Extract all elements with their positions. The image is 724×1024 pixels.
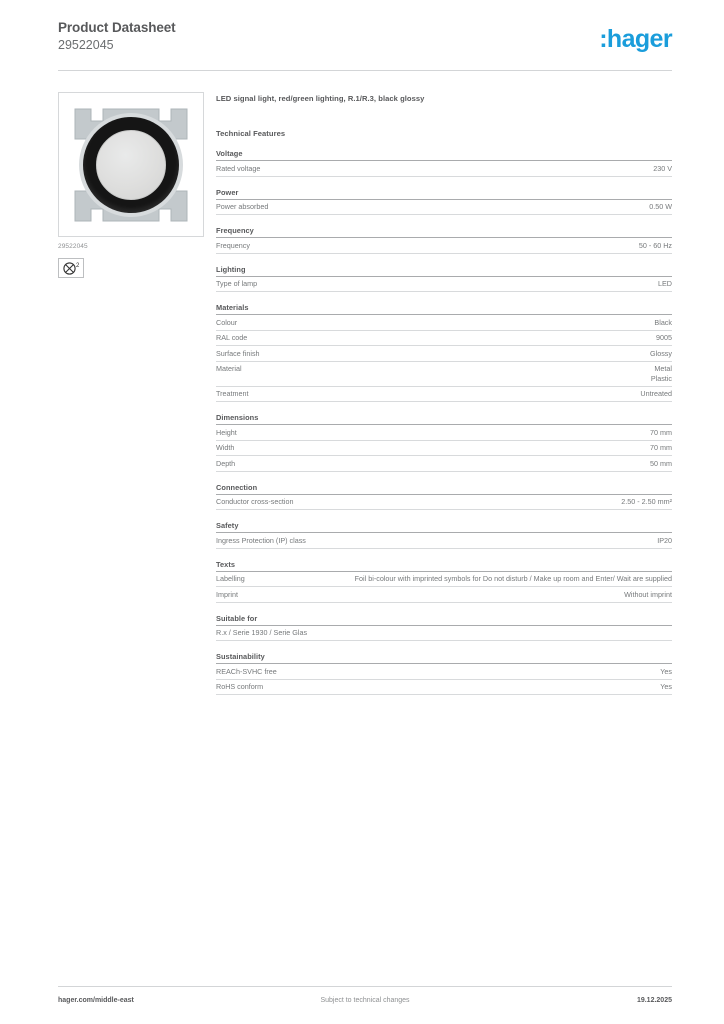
spec-row (216, 362, 672, 387)
spec-row-value (260, 164, 672, 174)
spec-section-title: Power (216, 188, 672, 200)
page-title: Product Datasheet (58, 20, 176, 35)
spec-row-value (257, 279, 672, 289)
spec-row (216, 161, 672, 177)
spec-section-title: Voltage (216, 149, 672, 161)
spec-row-value (237, 318, 672, 328)
spec-row-value-line: Foil bi-colour with imprinted symbols for Do not disturb / Make up room and Enter/ Wait are supplied (354, 574, 672, 583)
product-reference: 29522045 (58, 38, 114, 52)
spec-row (216, 238, 672, 254)
spec-row-value-line: Black (654, 317, 672, 327)
header-divider (58, 70, 672, 71)
spec-row (216, 456, 672, 472)
spec-row-value (294, 497, 673, 507)
spec-row (216, 331, 672, 347)
product-image-caption: 29522045 (58, 243, 88, 250)
spec-row-value-line: Metal (654, 364, 672, 373)
spec-row-label: RAL code (216, 333, 248, 342)
spec-row-label: Labelling (216, 574, 245, 583)
spec-row-value-line: Glossy (650, 348, 672, 358)
footer-divider (58, 986, 672, 987)
spec-row (216, 572, 672, 588)
product-image-column (58, 92, 204, 278)
page-header (58, 20, 672, 68)
crossed-circle-icon (62, 261, 82, 276)
footer-website[interactable]: hager.com/middle-east (58, 997, 134, 1004)
spec-row-value-line: 9005 (656, 333, 672, 342)
spec-row-value (234, 443, 672, 453)
spec-row-label: Width (216, 443, 235, 452)
spec-row-value (306, 536, 672, 546)
spec-section-title: Dimensions (216, 413, 672, 425)
spec-row (216, 680, 672, 696)
spec-row-value (250, 241, 672, 251)
spec-row-label: Rated voltage (216, 163, 261, 173)
spec-row-value-line: LED (658, 279, 672, 288)
signal-light-lens (96, 130, 166, 200)
spec-row-value (237, 428, 672, 438)
spec-section (216, 149, 672, 177)
spec-section (216, 483, 672, 511)
spec-section (216, 560, 672, 603)
spec-row-label: REACh-SVHC free (216, 666, 277, 676)
footer-notice: Subject to technical changes (320, 997, 410, 1004)
spec-row (216, 315, 672, 331)
spec-row-value-line: 2.50 - 2.50 mm² (621, 497, 672, 506)
specifications-column (216, 94, 672, 695)
spec-section-title: Frequency (216, 226, 672, 238)
spec-row-value-line: Yes (660, 666, 672, 676)
spec-row (216, 277, 672, 293)
spec-row (216, 346, 672, 362)
spec-row-label: Colour (216, 317, 238, 327)
spec-row (216, 425, 672, 441)
spec-section (216, 226, 672, 254)
spec-row (216, 200, 672, 216)
product-image (58, 92, 204, 237)
spec-row-value-line: 230 V (653, 163, 672, 173)
spec-row-label: Material (216, 364, 242, 373)
spec-row-label: R.x / Serie 1930 / Serie Glas (216, 628, 308, 637)
spec-section-title: Sustainability (216, 652, 672, 664)
spec-row (216, 626, 672, 642)
spec-section (216, 303, 672, 402)
spec-row-value-line: 50 mm (650, 458, 672, 468)
spec-row-value (235, 459, 672, 469)
spec-row (216, 533, 672, 549)
spec-section-title: Lighting (216, 265, 672, 277)
spec-row-label: Imprint (216, 589, 238, 599)
page-footer (58, 997, 672, 1004)
spec-row (216, 441, 672, 457)
spec-section-title: Connection (216, 483, 672, 495)
spec-row-label: Treatment (216, 389, 249, 398)
spec-row-value-line: Untreated (640, 389, 672, 398)
spec-row-label: RoHS conform (216, 682, 264, 691)
spec-row-value-line: 50 - 60 Hz (638, 240, 672, 250)
product-illustration (67, 101, 195, 229)
spec-row-label: Ingress Protection (IP) class (216, 535, 306, 545)
spec-row-value-line: IP20 (657, 535, 672, 545)
spec-row (216, 587, 672, 603)
spec-section-title: Texts (216, 560, 672, 572)
spec-row-label: Conductor cross-section (216, 497, 294, 506)
technical-features-heading: Technical Features (216, 129, 286, 138)
spec-row-label: Depth (216, 458, 236, 468)
spec-row-label: Frequency (216, 240, 250, 250)
spec-row-value (277, 667, 672, 677)
spec-row-value (242, 364, 672, 383)
hager-logo: :hager (599, 25, 672, 53)
footer-date: 19.12.2025 (636, 997, 672, 1004)
spec-row (216, 495, 672, 511)
spec-row-value-line: 70 mm (650, 427, 672, 437)
spec-row (216, 664, 672, 680)
spec-row-value-line: Yes (660, 682, 672, 691)
spec-row-value (260, 349, 672, 359)
spec-row-label: Surface finish (216, 348, 260, 358)
spec-section-title: Suitable for (216, 614, 672, 626)
svg-text:2: 2 (76, 263, 80, 270)
spec-section (216, 265, 672, 293)
spec-section (216, 188, 672, 216)
spec-section (216, 614, 672, 642)
spec-row-label: Power absorbed (216, 202, 269, 211)
specification-sections (216, 149, 672, 695)
spec-row-label: Type of lamp (216, 279, 258, 288)
product-name: LED signal light, red/green lighting, R.1/R.3, black glossy (216, 94, 425, 103)
module-count-icon (58, 258, 84, 278)
spec-row-value (245, 574, 672, 584)
spec-row (216, 387, 672, 403)
spec-section (216, 413, 672, 472)
spec-row-value-line: 70 mm (650, 443, 672, 452)
spec-row-value (268, 202, 672, 212)
spec-row-value (238, 590, 672, 600)
spec-section (216, 521, 672, 549)
spec-section-title: Safety (216, 521, 672, 533)
spec-section (216, 652, 672, 695)
spec-row-value-line: 0.50 W (649, 202, 672, 211)
spec-row-value (249, 389, 673, 399)
spec-row-value (247, 333, 672, 343)
spec-row-value (263, 682, 672, 692)
spec-section-title: Materials (216, 303, 672, 315)
spec-row-label: Height (216, 427, 237, 437)
spec-row-value-line: Plastic (650, 373, 672, 383)
spec-row-value-line: Without imprint (624, 589, 672, 599)
